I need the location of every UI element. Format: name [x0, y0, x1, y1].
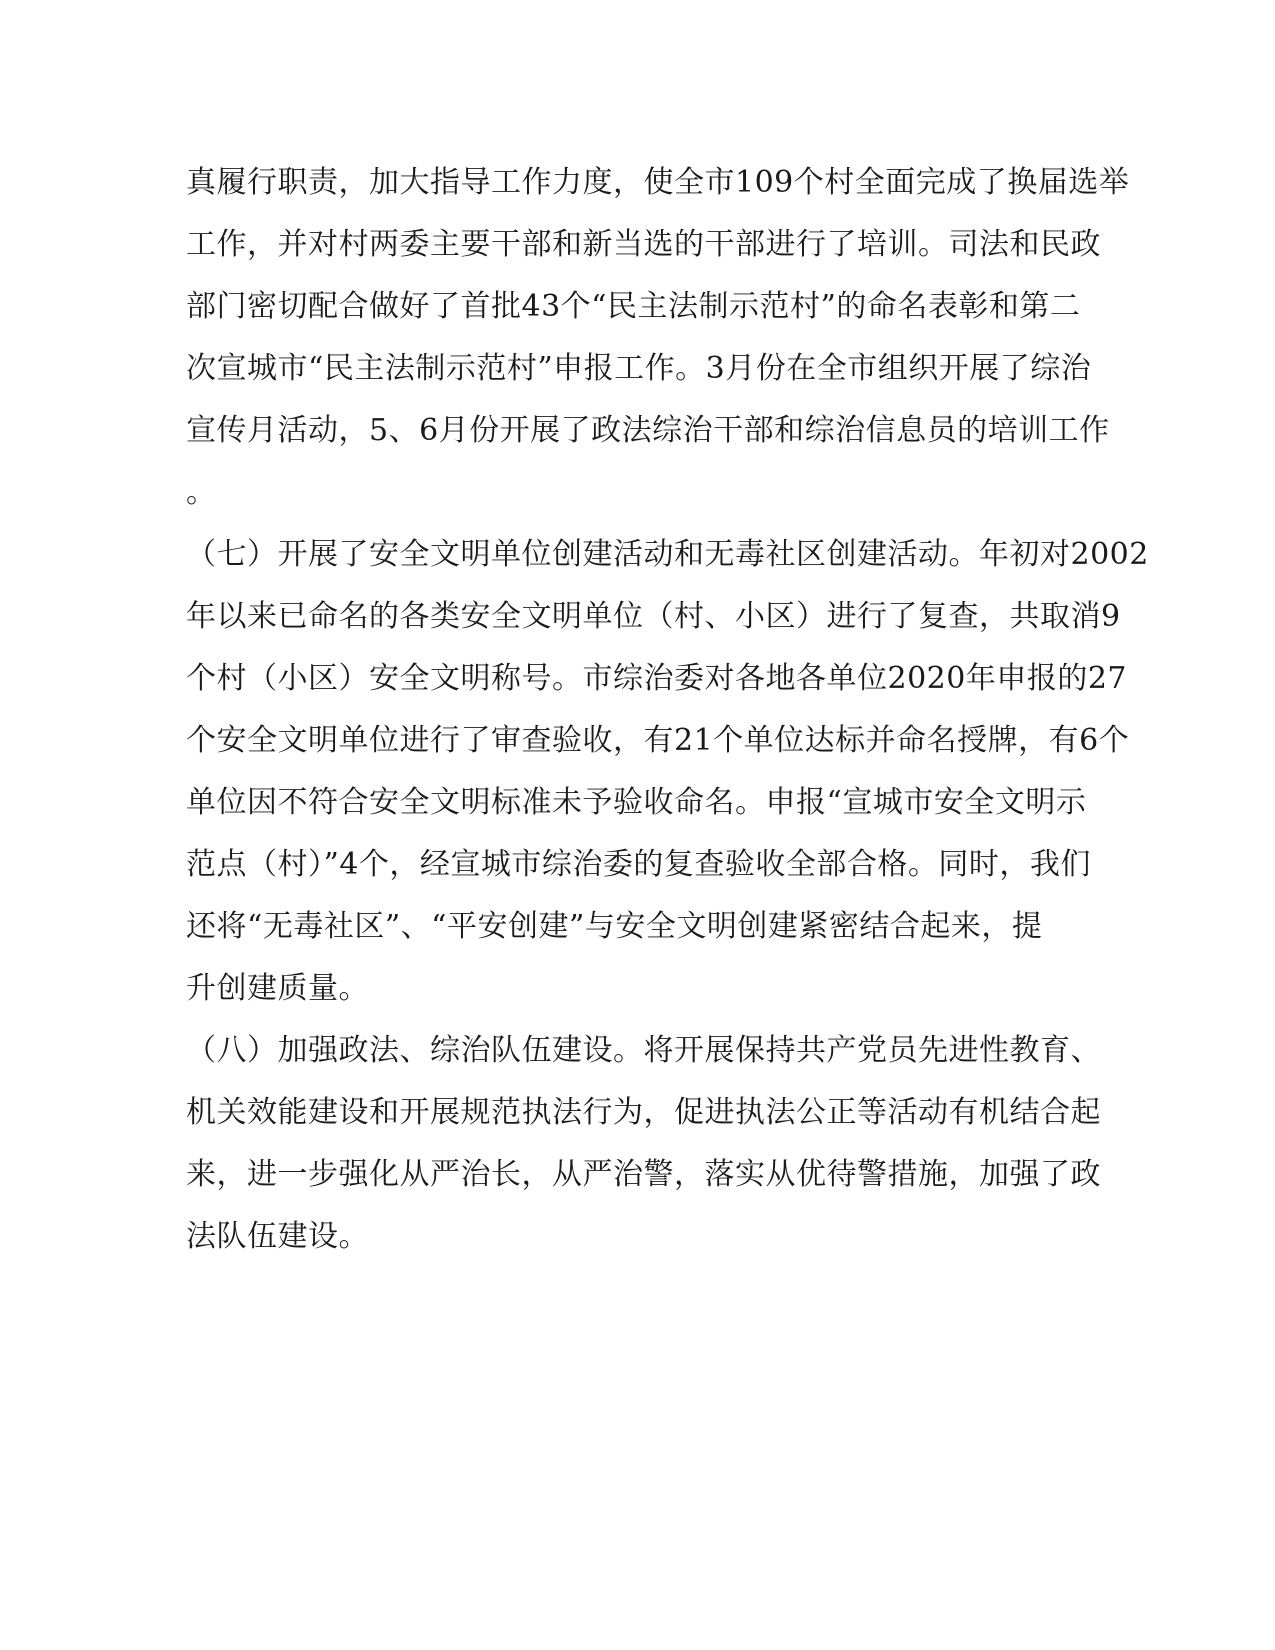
text-line: 还将“无毒社区”、“平安创建”与安全文明创建紧密结合起来，提 — [186, 909, 1043, 944]
text-line: 范点（村）”4个，经宣城市综治委的复查验收全部合格。同时，我们 — [186, 847, 1091, 882]
section-heading-8: （八）加强政法、综治队伍建设。将开展保持共产党员先进性教育、 — [186, 1033, 1101, 1068]
text-line: 来，进一步强化从严治长，从严治警，落实从优待警措施，加强了政 — [186, 1157, 1101, 1192]
text-line: 机关效能建设和开展规范执法行为，促进执法公正等活动有机结合起 — [186, 1095, 1101, 1130]
text-line: 宣传月活动，5、6月份开展了政法综治干部和综治信息员的培训工作 — [186, 413, 1110, 448]
text-line: 个安全文明单位进行了审查验收，有21个单位达标并命名授牌，有6个 — [186, 723, 1130, 758]
text-line: 单位因不符合安全文明标准未予验收命名。申报“宣城市安全文明示 — [186, 785, 1087, 820]
text-line: 次宣城市“民主法制示范村”申报工作。3月份在全市组织开展了综治 — [186, 351, 1092, 386]
text-line: 升创建质量。 — [186, 971, 369, 1006]
body-text — [186, 152, 1149, 1268]
section-heading-7: （七）开展了安全文明单位创建活动和无毒社区创建活动。年初对2002 — [186, 537, 1149, 572]
text-line: 部门密切配合做好了首批43个“民主法制示范村”的命名表彰和第二 — [186, 289, 1081, 324]
text-line: 个村（小区）安全文明称号。市综治委对各地各单位2020年申报的27 — [186, 661, 1128, 696]
text-line: 法队伍建设。 — [186, 1219, 369, 1254]
text-line: 。 — [186, 475, 217, 510]
text-line: 真履行职责，加大指导工作力度，使全市109个村全面完成了换届选举 — [186, 165, 1130, 200]
text-line: 年以来已命名的各类安全文明单位（村、小区）进行了复查，共取消9 — [186, 599, 1121, 634]
text-line: 工作，并对村两委主要干部和新当选的干部进行了培训。司法和民政 — [186, 227, 1101, 262]
